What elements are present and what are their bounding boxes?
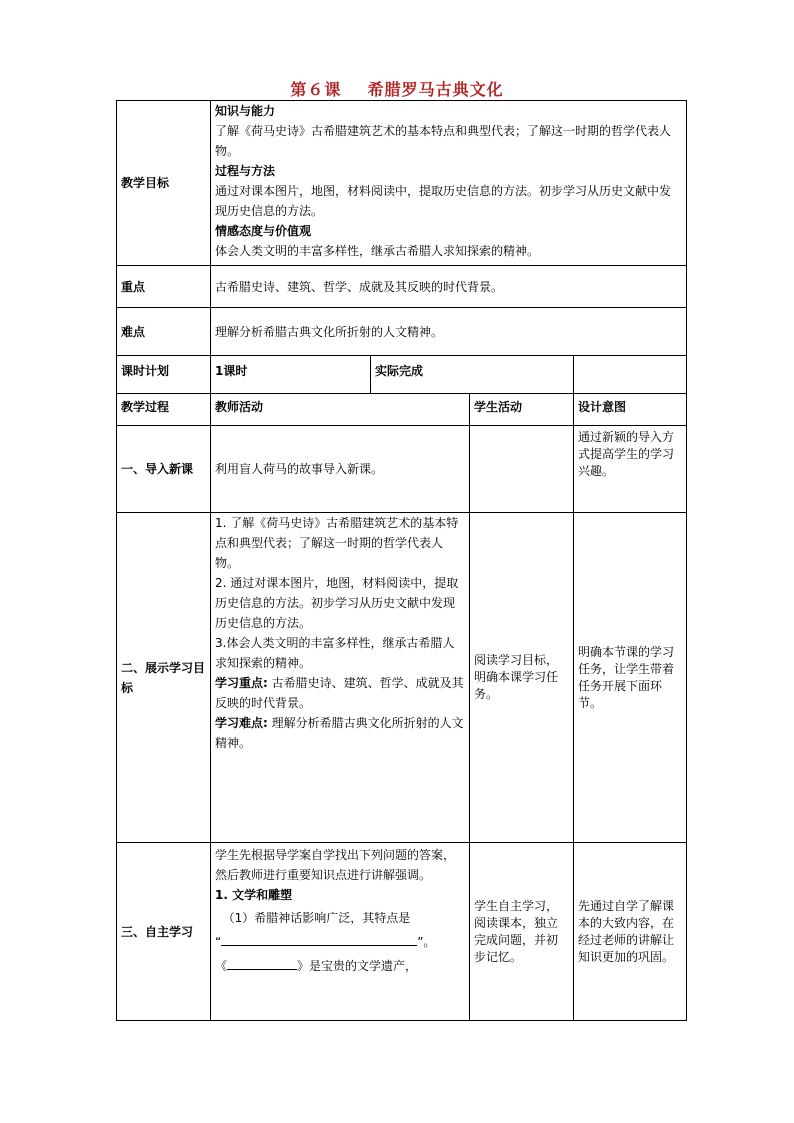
goals-heading-attitude: 情感态度与价值观	[215, 224, 312, 238]
teacher-goal-3: 3.体会人类文明的丰富多样性，继承古希腊人求知探索的精神。	[215, 636, 455, 670]
book-close: 》是宝贵的文学遗产，	[297, 959, 418, 973]
lesson-plan-table	[116, 100, 687, 1021]
student-self-study	[470, 843, 574, 1021]
page-title: 第６课 希腊罗马古典文化	[290, 80, 504, 99]
student-intro	[470, 426, 574, 513]
goals-content	[211, 101, 687, 266]
header-student: 学生活动	[470, 394, 574, 426]
teacher-self-study	[211, 843, 470, 1021]
quote-close: ”。	[417, 935, 436, 949]
key-text: 古希腊史诗、建筑、哲学、成就及其反映的时代背景。	[211, 266, 687, 308]
teacher-goal-1: 1. 了解《荷马史诗》古希腊建筑艺术的基本特点和典型代表；了解这一时期的哲学代表人物。	[215, 516, 459, 570]
key-row	[117, 266, 687, 308]
student-self-study-text: 学生自主学习，阅读课本，独立完成问题，并初步记忆。	[474, 898, 559, 964]
intent-goals	[574, 513, 687, 843]
intent-self-study-text: 先通过自学了解课本的大致内容，在经过老师的讲解让知识更加的巩固。	[578, 898, 675, 964]
goals-heading-knowledge: 知识与能力	[215, 104, 276, 118]
self-study-heading: 1. 文学和雕塑	[215, 888, 293, 902]
student-goals-text: 阅读学习目标，明确本课学习任务。	[474, 653, 559, 701]
header-row	[117, 394, 687, 426]
intent-goals-text: 明确本节课的学习任务，让学生带着任务开展下面环节。	[578, 644, 675, 710]
question-1-text: （1）希腊神话影响广泛，其特点是	[222, 911, 411, 925]
intent-self-study	[574, 843, 687, 1021]
self-study-question-1	[215, 905, 465, 931]
plan-label: 课时计划	[117, 356, 211, 394]
header-teacher: 教师活动	[211, 394, 470, 426]
blank-line-1	[221, 933, 417, 946]
plan-row	[117, 356, 687, 394]
book-open: 《	[215, 959, 228, 973]
header-process: 教学过程	[117, 394, 211, 426]
teacher-goals	[211, 513, 470, 843]
teacher-difficulty-point	[215, 713, 465, 753]
difficulty-label: 难点	[117, 308, 211, 356]
quote-open: “	[215, 935, 222, 949]
plan-done-value	[574, 356, 687, 394]
difficulty-point-text: 理解分析希腊古典文化所折射的人文精神。	[215, 716, 464, 750]
key-label: 重点	[117, 266, 211, 308]
key-point-text: 古希腊史诗、建筑、哲学、成就及其反映的时代背景。	[215, 676, 464, 710]
teacher-intro: 利用盲人荷马的故事导入新课。	[211, 426, 470, 513]
difficulty-row	[117, 308, 687, 356]
header-intent: 设计意图	[574, 394, 687, 426]
goals-text-knowledge: 了解《荷马史诗》古希腊建筑艺术的基本特点和典型代表；了解这一时期的哲学代表人物。	[215, 124, 672, 158]
row-goals-display	[117, 513, 687, 843]
self-study-intro: 学生先根据导学案自学找出下列问题的答案，然后教师进行重要知识点进行讲解强调。	[215, 848, 456, 882]
key-point-label: 学习重点:	[215, 676, 268, 690]
stage-intro: 一、导入新课	[117, 426, 211, 513]
stage-self-study: 三、自主学习	[117, 843, 211, 1021]
student-goals	[470, 513, 574, 843]
plan-done-label: 实际完成	[371, 356, 574, 394]
goals-row	[117, 101, 687, 266]
difficulty-point-label: 学习难点:	[215, 716, 268, 730]
plan-value: 1课时	[211, 356, 371, 394]
intent-intro-text: 通过新颖的导入方式提高学生的学习兴趣。	[578, 430, 675, 478]
goals-label: 教学目标	[117, 101, 211, 266]
teacher-goal-2: 2. 通过对课本图片，地图，材料阅读中，提取历史信息的方法。初步学习从历史文献中发现历史信息的方法。	[215, 576, 459, 630]
blank-line-2	[227, 957, 297, 970]
teacher-key-point	[215, 673, 465, 713]
self-study-blank-2	[215, 953, 465, 979]
self-study-blank-1	[215, 931, 465, 953]
goals-text-attitude: 体会人类文明的丰富多样性，继承古希腊人求知探索的精神。	[215, 244, 540, 258]
goals-text-process: 通过对课本图片，地图，材料阅读中，提取历史信息的方法。初步学习从历史文献中发现历史信息的方法。	[215, 184, 672, 218]
row-self-study	[117, 843, 687, 1021]
difficulty-text: 理解分析希腊古典文化所折射的人文精神。	[211, 308, 687, 356]
row-intro	[117, 426, 687, 513]
goals-heading-process: 过程与方法	[215, 164, 276, 178]
stage-goals: 二、展示学习目标	[117, 513, 211, 843]
intent-intro	[574, 426, 687, 513]
